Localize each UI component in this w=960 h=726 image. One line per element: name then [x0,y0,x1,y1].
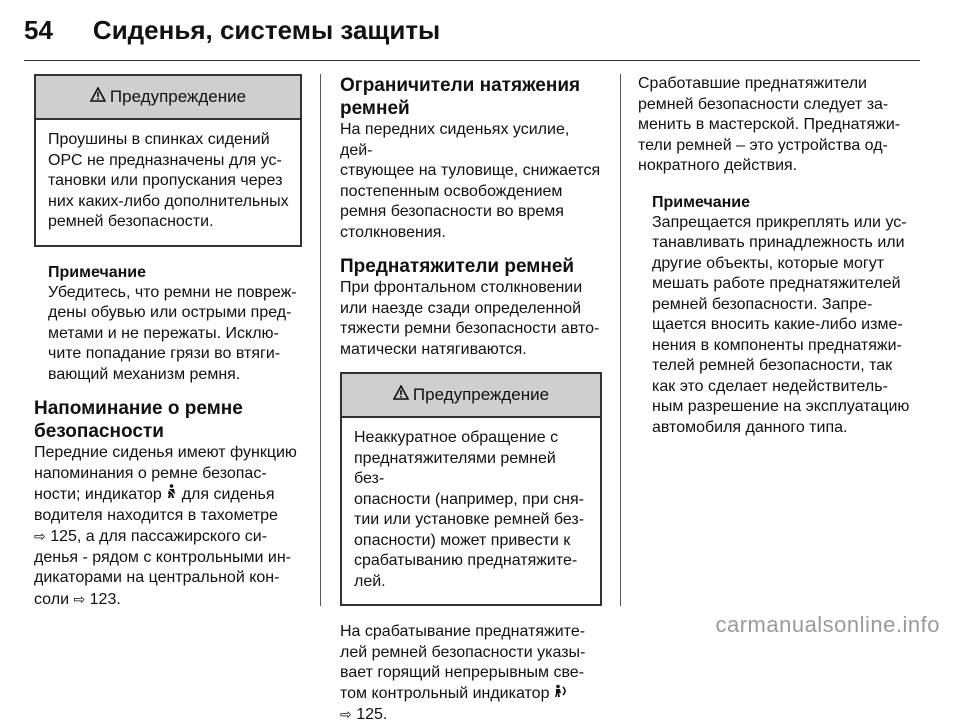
section-body [340,622,602,726]
text-line: них каких-либо дополнительных [48,192,289,210]
text-line: столкновения. [340,223,446,241]
text-line: На срабатывание преднатяжите- [340,623,586,640]
text-line: другие объекты, которые могут [652,254,885,272]
section-body [340,120,602,243]
text-line: том контрольный индикатор [340,684,602,705]
text-line: ствующее на туловище, снижается [340,162,601,179]
heading-line: Напоминание о ремне [34,398,243,419]
seatbelt-reminder-icon [166,486,177,503]
text-line: напоминания о ремне безопас- [34,464,267,482]
text-line: или наезде сзади определенной [340,299,582,317]
heading-line: безопасности [34,421,164,442]
text-line: телей ремней безопасности, так [652,357,893,374]
text-line: Передние сиденья имеют функцию [34,444,297,461]
column-divider [320,74,321,606]
text-line: танавливать принадлежность или [652,234,905,251]
text-line: Проушины в спинках сидений [48,131,270,148]
column-3 [638,74,910,438]
page-header [24,10,440,50]
heading-line: ремней [340,98,410,119]
warning-text [342,418,600,604]
text-line: ОРС не предназначены для ус- [48,151,282,169]
page-number: 54 [24,14,53,45]
text-line: вающий механизм ремня. [48,365,241,383]
text-line: При фронтальном столкновении [340,279,583,296]
warning-header [36,76,300,120]
text-line: ности; индикатор для сиденья [34,486,275,503]
warning-title: Предупреждение [412,385,550,404]
text-line: преднатяжителями ремней без- [354,449,556,487]
warning-box [340,372,602,606]
section-heading [340,74,602,120]
page-reference-arrow-icon: ⇨ [34,528,46,544]
text-line: дены обувью или острыми пред- [48,304,292,321]
text-line: дикаторами на центральной кон- [34,569,280,586]
text-line: ремней безопасности. [48,213,214,230]
section-heading [34,397,302,443]
text-line: водителя находится в тахометре [34,506,278,524]
text-line: соли ⇨ 123. [34,590,121,608]
text-line: срабатыванию преднатяжите- [354,552,578,569]
text-line: как это сделает недействитель- [652,377,888,395]
text-line: денья - рядом с контрольными ин- [34,548,291,566]
text-line: ремней безопасности следует за- [638,95,889,113]
text-line: ремня безопасности во время [340,203,564,220]
note-title: Примечание [652,193,751,211]
text-line: тии или установке ремней без- [354,511,585,528]
text-line: ремней безопасности. Запре- [652,295,873,313]
text-line: метами и не пережаты. Исклю- [48,324,279,342]
text-line: мешать работе преднатяжителей [652,275,901,292]
text-line: Запрещается прикреплять или ус- [652,213,907,231]
text-line: Неаккуратное обращение с [354,429,559,446]
note-block [652,193,910,439]
text-line: ным разрешение на эксплуатацию [652,398,910,415]
text-line: нения в компоненты преднатяжи- [652,336,902,354]
text-line: щается вносить какие-либо изме- [652,316,903,333]
text-line: лей. [354,572,386,590]
text-line: автомобиля данного типа. [652,418,848,436]
note-title: Примечание [48,263,147,281]
warning-title: Предупреждение [109,87,247,106]
page-reference-arrow-icon: ⇨ [340,706,352,722]
text-line: ⇨ 125. [340,706,388,723]
section-heading: Преднатяжители ремней [340,256,575,277]
warning-text [36,120,300,245]
header-rule [24,60,920,61]
airbag-indicator-icon [554,685,568,702]
text-line: тели ремней – это устройства од- [638,136,888,154]
warning-triangle-icon [393,385,409,405]
warning-header [342,374,600,418]
section-body [340,278,602,360]
text-line: лей ремней безопасности указы- [340,643,586,661]
column-2 [340,74,602,726]
text-line: постепенным освобождением [340,182,563,200]
watermark: carmanualsonline.info [715,612,940,637]
heading-line: Ограничители натяжения [340,75,581,96]
text-line: ⇨ 125, а для пассажирского си- [34,528,268,545]
text-line: чите попадание грязи во втяги- [48,345,281,362]
text-line: опасности) может привести к [354,531,571,549]
text-line: Сработавшие преднатяжители [638,75,867,92]
text-line: Убедитесь, что ремни не повреж- [48,283,297,301]
text-line: нократного действия. [638,157,798,174]
text-line: опасности (например, при сня- [354,490,584,508]
page-reference-arrow-icon: ⇨ [73,590,86,607]
note-block [48,263,302,386]
column-divider [620,74,621,606]
column-1 [34,74,302,610]
text-line: На передних сиденьях усилие, дей- [340,121,570,159]
text-line: матически натягиваются. [340,340,527,358]
section-body [34,443,302,610]
text-line: тяжести ремни безопасности авто- [340,320,600,337]
text-line: тановки или пропускания через [48,172,283,189]
text-line: менить в мастерской. Преднатяжи- [638,116,901,133]
section-body [638,74,910,177]
warning-triangle-icon [90,87,106,107]
text-line: вает горящий непрерывным све- [340,664,585,681]
chapter-title: Сиденья, системы защиты [92,14,441,45]
warning-box [34,74,302,247]
